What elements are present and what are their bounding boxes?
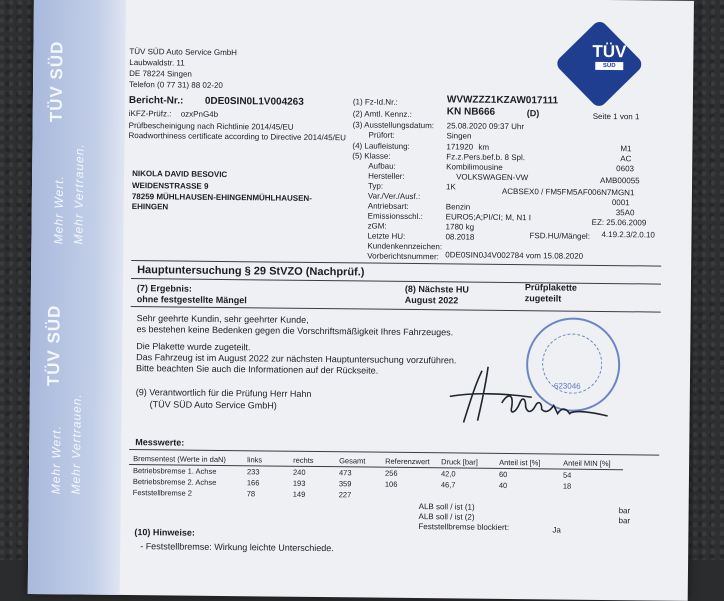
field-value: Benzin	[445, 202, 471, 212]
logo-line2: SÜD	[595, 62, 623, 70]
sender-city: DE 78224 Singen	[129, 69, 192, 79]
field-label: Typ:	[367, 181, 384, 191]
col-header: Referenzwert	[381, 456, 437, 468]
cell: 42,0	[440, 469, 456, 479]
next-hu-value: August 2022	[404, 294, 459, 306]
hints-title: (10) Hinweise:	[134, 527, 195, 538]
signature	[441, 362, 612, 434]
cell: 46,7	[440, 480, 456, 490]
cell: 60	[498, 469, 508, 479]
rule-title	[131, 278, 661, 285]
cell: Betriebsbremse 1. Achse	[132, 466, 217, 476]
owner-street: WEIDENSTRASSE 9	[131, 181, 209, 191]
inspection-report	[28, 0, 694, 601]
stamp-number: 623046	[553, 381, 581, 391]
sender-street: Laubwaldstr. 11	[129, 58, 185, 68]
field-value: VOLKSWAGEN-VW	[456, 172, 529, 183]
field-label: (3) Ausstellungsdatum:	[352, 120, 435, 131]
band-slogan-4: Mehr Vertrauen.	[68, 393, 84, 495]
cell	[559, 492, 623, 504]
cell	[381, 490, 437, 502]
cell: Betriebsbremse 2. Achse	[132, 477, 217, 487]
field-right: EZ: 25.06.2009	[591, 217, 647, 228]
field-mid: FSD.HU/Mängel:	[529, 231, 591, 241]
band-slogan-3: Mehr Wert.	[48, 425, 64, 495]
parking-brake-blocked: Feststellbremse blockiert:	[418, 522, 510, 533]
field-label: Hersteller:	[368, 171, 405, 181]
plate-value: zugeteilt	[524, 293, 562, 304]
cert-en: Roadworthiness certificate according to Directive 2014/45/EU	[128, 130, 347, 143]
report-number: 0DE0SIN0L1V004263	[204, 95, 304, 108]
plate-label: Prüfplakette	[524, 282, 578, 293]
band-slogan-2: Mehr Vertrauen.	[71, 143, 87, 245]
next-hu-label: (8) Nächste HU	[404, 283, 469, 295]
parking-brake-value: Ja	[552, 525, 561, 535]
cell: 240	[292, 467, 306, 477]
col-header: Bremsentest (Werte in daN)	[129, 453, 243, 466]
result-value: ohne festgestellte Mängel	[136, 294, 247, 306]
col-header: rechts	[289, 455, 335, 467]
letter-line-1: Sehr geehrte Kundin, sehr geehrter Kunde,	[136, 313, 309, 325]
field-right: 4.19.2.3/2.0.10	[601, 229, 655, 240]
field-value: 08.2018	[445, 232, 475, 242]
brake-measurements-table	[129, 453, 623, 503]
field-label: (4) Laufleistung:	[352, 141, 410, 151]
report-number-label: Bericht-Nr.:	[128, 94, 184, 107]
field-label: (2) Amtl. Kennz.:	[352, 109, 412, 119]
field-right: 35A0	[615, 208, 635, 218]
col-header: Anteil MIN [%]	[559, 458, 623, 470]
field-right: M1	[620, 144, 632, 154]
ikfz-label: iKFZ-Prüfz.:	[128, 108, 172, 119]
cell: 193	[292, 478, 306, 488]
col-header: links	[243, 454, 289, 466]
field-value: 171920	[446, 142, 474, 152]
field-value: 1K	[445, 182, 456, 192]
letter-line-2: es bestehen keine Bedenken gegen die Vorschriftsmäßigkeit Ihres Fahrzeuges.	[136, 324, 454, 338]
responsible-line-1: (9) Verantwortlich für die Prüfung Herr Hahn	[135, 387, 312, 399]
field-right: 0603	[616, 164, 635, 174]
col-header: Anteil ist [%]	[495, 457, 559, 469]
cell: 227	[338, 490, 352, 500]
logo-line1: TÜV	[592, 41, 627, 62]
alb-1: ALB soll / ist (1)	[418, 502, 475, 512]
field-right: AC	[620, 154, 632, 164]
field-right: AMB00055	[600, 175, 640, 186]
field-label: Prüfort:	[368, 130, 395, 140]
owner-city-2: EHINGEN	[131, 202, 169, 212]
col-header: Gesamt	[335, 455, 381, 467]
field-label: (5) Klasse:	[352, 151, 391, 161]
cell: 256	[384, 468, 398, 478]
sender-phone: Telefon (0 77 31) 88 02-20	[129, 80, 223, 90]
unit-bar-1: bar	[618, 506, 631, 516]
band-brand-mid: TÜV SÜD	[43, 304, 64, 387]
field-value: ACBSEX0 / FM5FM5AF006N7MGN1	[501, 186, 635, 198]
owner-city: 78259 MÜHLHAUSEN-EHINGENMÜHLHAUSEN-	[131, 192, 312, 203]
field-value: 1780 kg	[445, 222, 475, 232]
col-header: Druck [bar]	[437, 456, 495, 468]
field-value: 25.08.2020 09:37 Uhr	[446, 121, 525, 132]
field-right: 0001	[611, 198, 630, 208]
hu-title: Hauptuntersuchung § 29 StVZO (Nachprüf.)	[137, 264, 365, 279]
field-value: Fz.z.Pers.bef.b. 8 Spl.	[446, 152, 526, 163]
letter-line-3: Die Plakette wurde zugeteilt.	[136, 341, 251, 353]
cell: 166	[246, 478, 260, 488]
rule-result	[131, 306, 661, 313]
field-label: Aufbau:	[368, 161, 396, 171]
result-label: (7) Ergebnis:	[136, 283, 192, 294]
tuev-logo-text	[586, 42, 632, 84]
field-value: Kombilimousine	[446, 162, 503, 172]
field-label: Kundenkennzeichen:	[367, 241, 443, 252]
owner-name: NIKOLA DAVID BESOVIC	[132, 169, 228, 180]
letter-line-5: Bitte beachten Sie auch die Informationen auf der Rückseite.	[136, 363, 379, 376]
band-brand-top: TÜV SÜD	[46, 40, 67, 123]
responsible-line-2: (TÜV SÜD Auto Service GmbH)	[149, 399, 277, 411]
field-value: EURO5;A;PI/CI; M, N1 I	[445, 212, 532, 223]
cell: 106	[384, 479, 398, 489]
field-label: Letzte HU:	[367, 231, 406, 241]
letter-line-4: Das Fahrzeug ist im August 2022 zur nächsten Hauptuntersuchung vorzuführen.	[136, 352, 457, 366]
cell: 233	[246, 467, 260, 477]
field-label: Vorberichtsnummer:	[367, 251, 439, 262]
field-label: Emissionsschl.:	[367, 211, 423, 222]
cell: 473	[338, 468, 352, 478]
field-label: Antriebsart:	[367, 201, 409, 211]
field-value: 0DE0SIN0J4V002784 vom 15.08.2020	[445, 250, 584, 261]
band-slogan-1: Mehr Wert.	[51, 175, 67, 245]
cell: 18	[562, 481, 572, 491]
field-label: Var./Ver./Ausf.:	[367, 191, 421, 202]
field-label: (1) Fz-Id.Nr.:	[352, 97, 398, 107]
field-value: Singen	[446, 131, 472, 141]
alb-2: ALB soll / ist (2)	[418, 512, 475, 522]
cell: 40	[498, 480, 508, 490]
unit-bar-2: bar	[618, 516, 631, 526]
hints-line-1: - Feststellbremse: Wirkung leichte Unterschiede.	[140, 541, 334, 554]
field-label: zGM:	[367, 221, 387, 231]
cell: 54	[562, 470, 572, 480]
messwerte-title: Messwerte:	[135, 437, 185, 448]
page-indicator: Seite 1 von 1	[592, 111, 640, 122]
cell: 78	[246, 489, 256, 499]
brand-band	[28, 0, 126, 595]
cell: Feststellbremse 2	[132, 488, 193, 498]
field-value: KN NB666	[446, 106, 496, 118]
cert-de: Prüfbescheinigung nach Richtlinie 2014/45/EU	[128, 120, 294, 132]
cell: 359	[338, 479, 352, 489]
cell	[437, 490, 495, 502]
field-extra: (D)	[526, 108, 540, 119]
cell: 149	[292, 489, 306, 499]
field-unit: km	[478, 142, 490, 152]
sender-name: TÜV SÜD Auto Service GmbH	[129, 47, 238, 58]
ikfz-value: ozxPnG4b	[180, 109, 219, 119]
cell	[495, 491, 559, 503]
field-value: WVWZZZ1KZAW017111	[446, 94, 559, 107]
